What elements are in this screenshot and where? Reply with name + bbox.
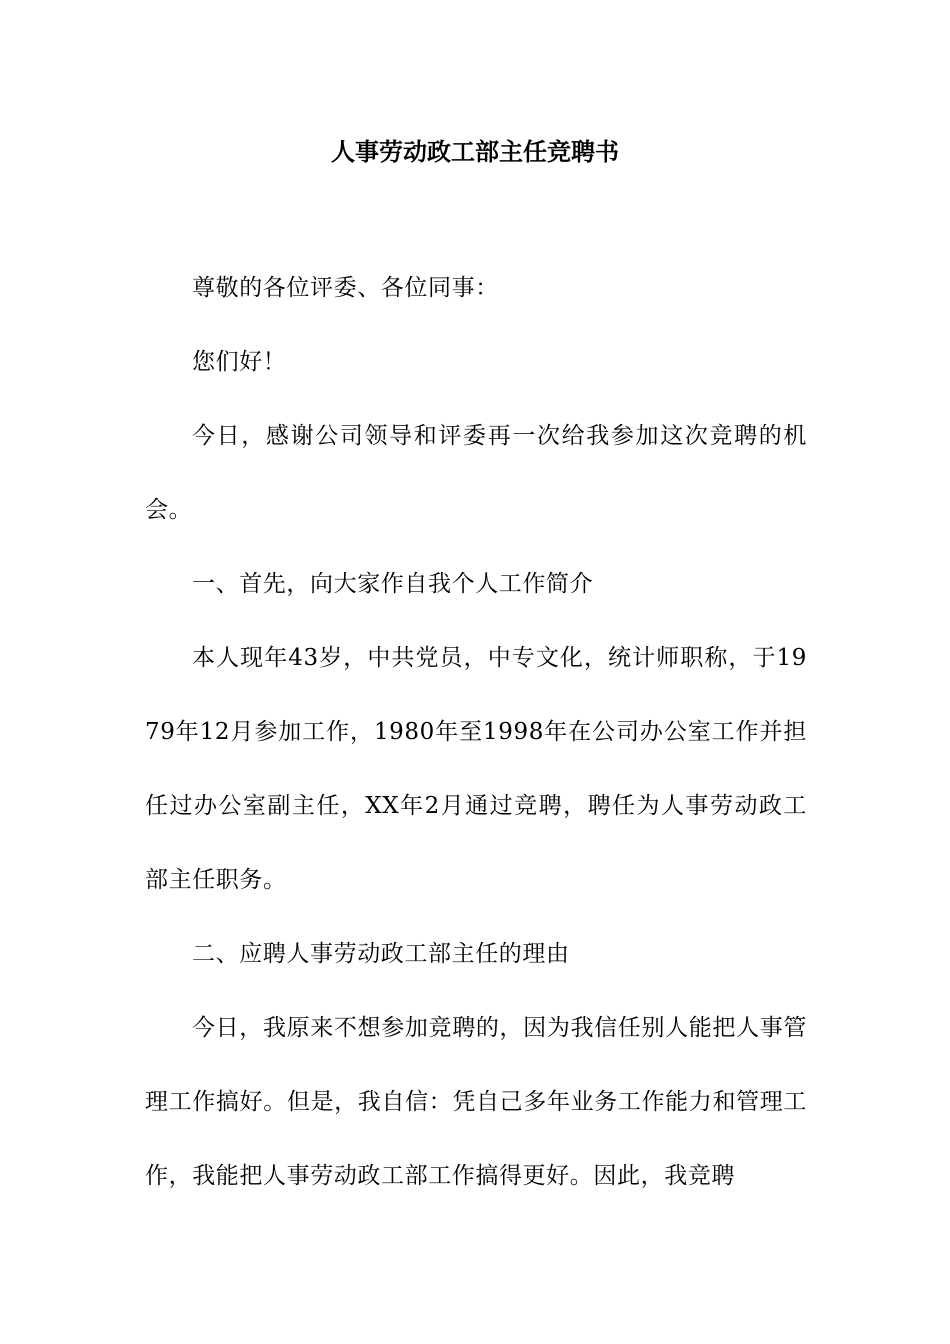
document-title: 人事劳动政工部主任竞聘书 bbox=[331, 137, 619, 166]
salutation: 尊敬的各位评委、各位同事： bbox=[192, 275, 499, 301]
section-heading-1: 一、首先，向大家作自我个人工作简介 bbox=[192, 571, 594, 597]
section-heading-2: 二、应聘人事劳动政工部主任的理由 bbox=[192, 941, 570, 967]
reason-paragraph: 今日，我原来不想参加竞聘的，因为我信任别人能把人事管理工作搞好。但是，我自信：凭自己多年业务工作能力和管理工作，我能把人事劳动政工部工作搞得更好。因此，我竞聘 bbox=[145, 1015, 807, 1189]
document-body bbox=[145, 251, 807, 1213]
self-introduction-paragraph: 本人现年43岁，中共党员，中专文化，统计师职称，于1979年12月参加工作，1980年至1998年在公司办公室工作并担任过办公室副主任，XX年2月通过竞聘，聘任为人事劳动政工部主任职务。 bbox=[145, 645, 807, 893]
opening-paragraph: 今日，感谢公司领导和评委再一次给我参加这次竞聘的机会。 bbox=[145, 423, 807, 523]
greeting: 您们好！ bbox=[192, 349, 287, 375]
